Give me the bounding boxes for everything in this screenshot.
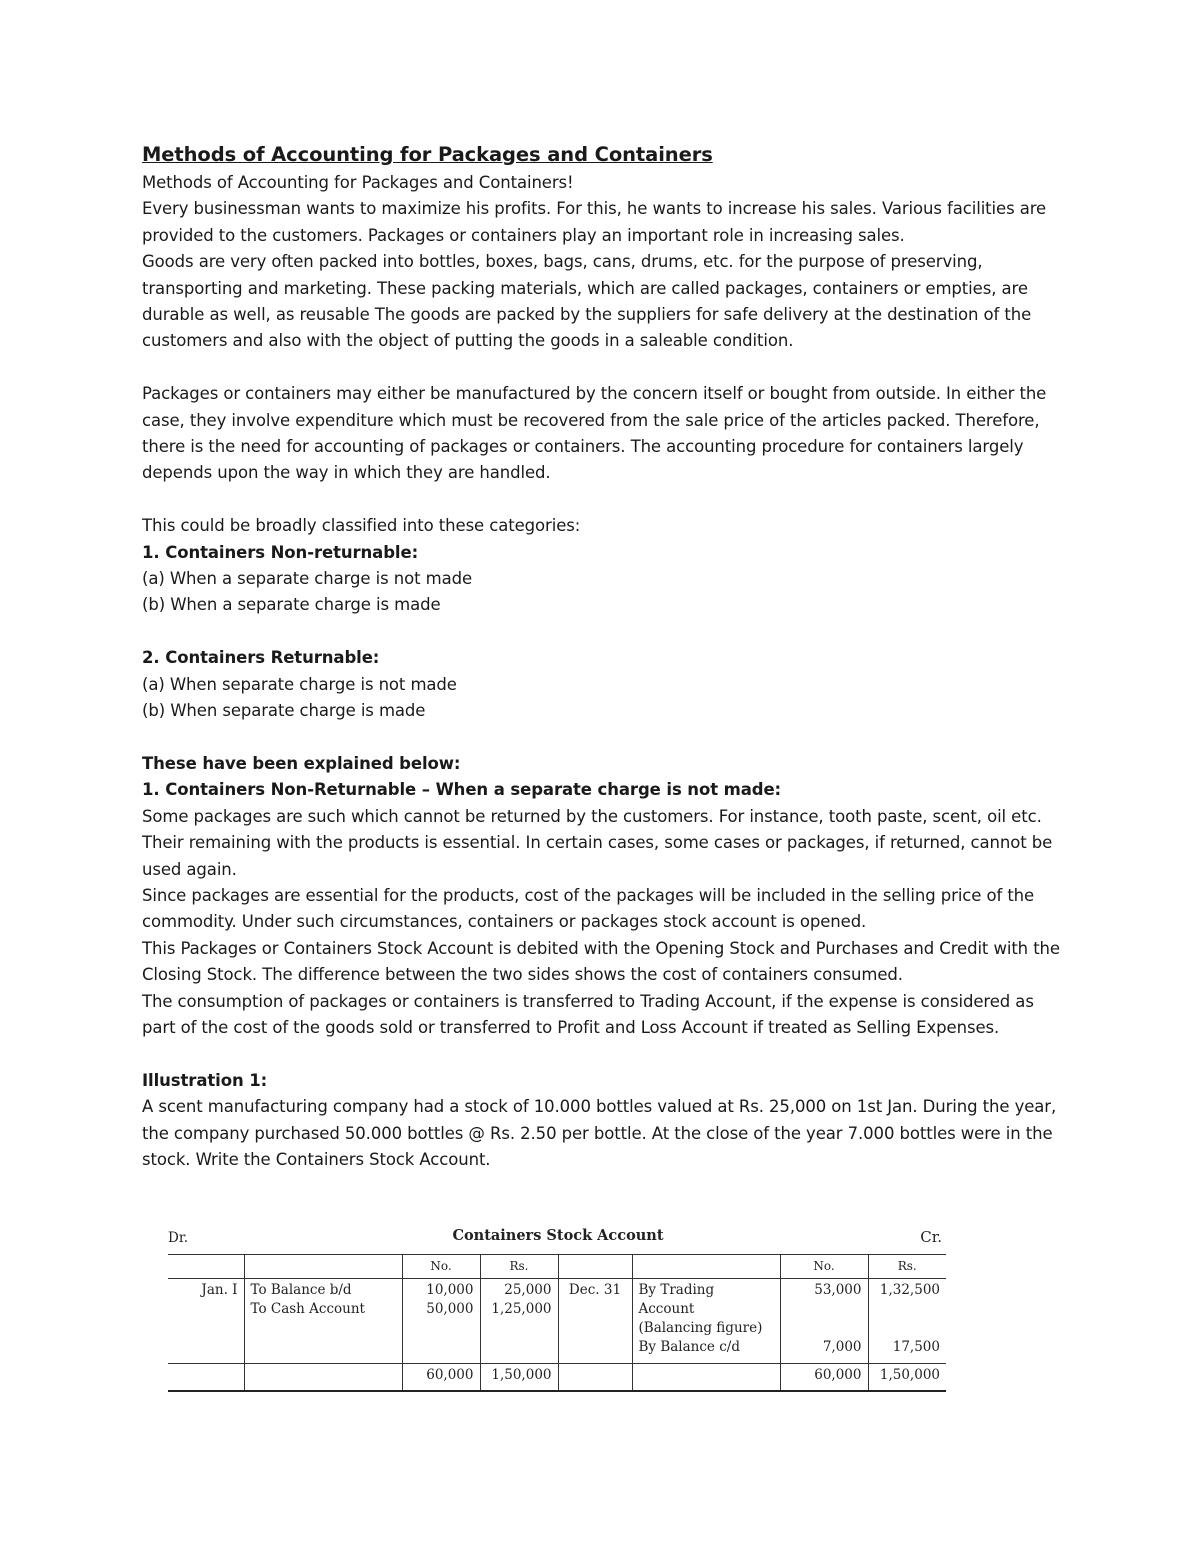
intro-paragraph: Goods are very often packed into bottles, boxes, bags, cans, drums, etc. for the purpose of preserving, transporting and marketing. These packing materials, which are called packages, containers or empties, are durable as well, as reusable The goods are packed by the suppliers for safe delivery at the destination of the customers and also with the object of putting the goods in a saleable condition.: [142, 252, 1032, 351]
debit-no: 10,000 50,000: [402, 1279, 480, 1364]
category-item: (b) When a separate charge is made: [142, 595, 441, 615]
ledger-caption: Containers Stock Account: [452, 1227, 664, 1244]
category-item: (b) When separate charge is made: [142, 701, 426, 721]
debit-total-rs: 1,50,000: [480, 1364, 558, 1392]
credit-label: Cr.: [920, 1228, 942, 1246]
paragraph: The consumption of packages or containers is transferred to Trading Account, if the expense is considered as part of the cost of the goods sold or transferred to Profit and Loss Account if treated as Selling Expenses.: [142, 991, 1034, 1037]
categories-intro: This could be broadly classified into these categories:: [142, 516, 581, 536]
category-heading: 2. Containers Returnable:: [142, 648, 380, 668]
debit-particulars: To Balance b/d To Cash Account: [244, 1279, 402, 1364]
ledger-header: [168, 1224, 948, 1254]
paragraph: Packages or containers may either be manufactured by the concern itself or bought from outside. In either the case, they involve expenditure which must be recovered from the sale price of the articles packed. Therefore, there is the need for accounting of packages or containers. The accounting procedure for containers largely depends upon the way in which they are handled.: [142, 384, 1047, 483]
credit-particulars: By Trading Account (Balancing figure) By Balance c/d: [632, 1279, 780, 1364]
debit-label: Dr.: [168, 1230, 189, 1246]
paragraph: This Packages or Containers Stock Account is debited with the Opening Stock and Purchases and Credit with the Closing Stock. The difference between the two sides shows the cost of containers consumed.: [142, 938, 1060, 985]
col-no: No.: [780, 1255, 868, 1279]
credit-date: Dec. 31: [558, 1279, 632, 1364]
debit-date: Jan. I: [168, 1279, 244, 1364]
containers-stock-account: [168, 1224, 948, 1392]
paragraph: Some packages are such which cannot be returned by the customers. For instance, tooth paste, scent, oil etc. Their remaining with the products is essential. In certain cases, some cases or packages, if returned, cannot be used again.: [142, 806, 1053, 879]
category-heading: 1. Containers Non-returnable:: [142, 542, 419, 562]
category-item: (a) When a separate charge is not made: [142, 569, 473, 589]
page-title: Methods of Accounting for Packages and Containers: [142, 143, 713, 166]
credit-rs: 1,32,500 17,500: [868, 1279, 946, 1364]
ledger-column-headers: [168, 1255, 946, 1279]
col-rs: Rs.: [480, 1255, 558, 1279]
illustration-heading: Illustration 1:: [142, 1070, 268, 1090]
illustration-text: A scent manufacturing company had a stock of 10.000 bottles valued at Rs. 25,000 on 1st Jan. During the year, the company purchased 50.000 bottles @ Rs. 2.50 per bottle. At the close of the year 7.000 bottles were in the stock. Write the Containers Stock Account.: [142, 1097, 1057, 1169]
subsection-heading: 1. Containers Non-Returnable – When a separate charge is not made:: [142, 780, 782, 800]
ledger-table: [168, 1254, 946, 1392]
credit-total-no: 60,000: [780, 1364, 868, 1392]
ledger-totals-row: [168, 1364, 946, 1392]
intro-line: Methods of Accounting for Packages and Containers!: [142, 173, 574, 192]
category-item: (a) When separate charge is not made: [142, 674, 457, 694]
credit-no: 53,000 7,000: [780, 1279, 868, 1364]
debit-total-no: 60,000: [402, 1364, 480, 1392]
debit-rs: 25,000 1,25,000: [480, 1279, 558, 1364]
paragraph: Since packages are essential for the products, cost of the packages will be included in the selling price of the commodity. Under such circumstances, containers or packages stock account is opened.: [142, 885, 1035, 932]
section-heading: These have been explained below:: [142, 753, 461, 773]
credit-total-rs: 1,50,000: [868, 1364, 946, 1392]
col-no: No.: [402, 1255, 480, 1279]
intro-paragraph: Every businessman wants to maximize his profits. For this, he wants to increase his sales. Various facilities are provided to the customers. Packages or containers play an important role in increasing sales.: [142, 199, 1047, 245]
ledger-entries-row: [168, 1279, 946, 1364]
document-body: [142, 140, 1062, 1173]
col-rs: Rs.: [868, 1255, 946, 1279]
